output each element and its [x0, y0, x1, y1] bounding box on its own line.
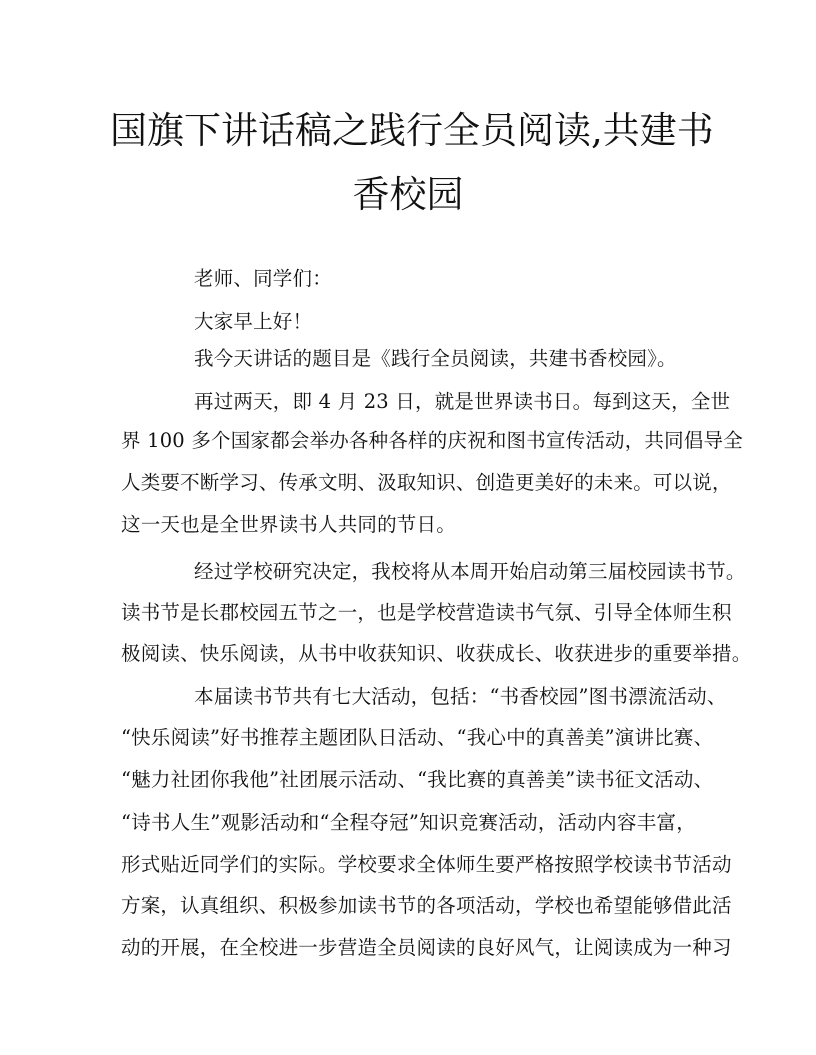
paragraph-3-line-6: 方案，认真组织、积极参加读书节的各项活动，学校也希望能够借此活 [121, 894, 732, 917]
paragraph-3-line-4: “诗书人生”观影活动和“全程夺冠”知识竞赛活动，活动内容丰富， [121, 811, 696, 834]
speech-intro: 我今天讲话的题目是《践行全员阅读，共建书香校园》。 [194, 347, 677, 370]
paragraph-3-line-5: 形式贴近同学们的实际。学校要求全体师生要严格按照学校读书节活动 [121, 853, 732, 876]
paragraph-1-line-1: 再过两天，即 4 月 23 日，就是世界读书日。每到这天，全世 [194, 390, 731, 413]
paragraph-1-line-4: 这一天也是全世界读书人共同的节日。 [121, 513, 456, 536]
salutation: 大家早上好！ [194, 310, 313, 333]
paragraph-3-line-1: 本届读书节共有七大活动，包括：“书香校园”图书漂流活动、 [194, 685, 727, 708]
paragraph-1-line-2: 界 100 多个国家都会举办各种各样的庆祝和图书宣传活动，共同倡导全 [121, 429, 743, 452]
greeting: 老师、同学们： [194, 267, 332, 290]
paragraph-3-line-2: “快乐阅读”好书推荐主题团队日活动、“我心中的真善美”演讲比赛、 [121, 726, 714, 749]
paragraph-2-line-2: 读书节是长郡校园五节之一，也是学校营造读书气氛、引导全体师生积 [121, 601, 732, 624]
paragraph-2-line-1: 经过学校研究决定，我校将从本周开始启动第三届校园读书节。 [194, 560, 746, 583]
document-title-line-2: 香校园 [352, 173, 464, 216]
paragraph-3-line-3: “魅力社团你我他”社团展示活动、“我比赛的真善美”读书征文活动、 [121, 768, 714, 791]
paragraph-1-line-3: 人类要不断学习、传承文明、汲取知识、创造更美好的未来。可以说， [121, 471, 732, 494]
paragraph-2-line-3: 极阅读、快乐阅读，从书中收获知识、收获成长、收获进步的重要举措。 [121, 642, 752, 665]
paragraph-3-line-7: 动的开展，在全校进一步营造全员阅读的良好风气，让阅读成为一种习 [121, 936, 732, 959]
document-title-line-1: 国旗下讲话稿之践行全员阅读,共建书 [110, 109, 714, 152]
